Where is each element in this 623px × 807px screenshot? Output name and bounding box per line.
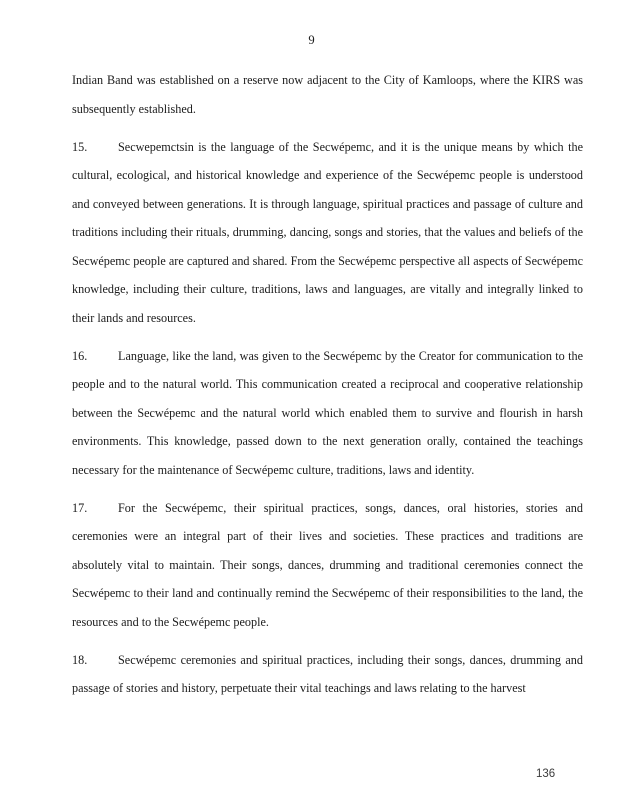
paragraph-number: 15. xyxy=(72,139,88,154)
paragraph-17 xyxy=(72,494,583,637)
paragraph-text: Secwepemctsin is the language of the Secwépemc, and it is the unique means by which the cultural, ecological, and historical knowledge and experience of the Secwépemc people is understood and conveyed between generations. It is through language, spiritual practices and passage of culture and traditions including their rituals, drumming, dancing, songs and stories, that the values and beliefs of the Secwépemc people are captured and shared. From the Secwépemc perspective all aspects of Secwépemc knowledge, including their culture, traditions, laws and languages, are vitally and integrally linked to their lands and resources. xyxy=(72,139,583,325)
paragraph-number: 18. xyxy=(72,652,88,667)
paragraph-continuation xyxy=(72,66,583,123)
paragraph-text: Indian Band was established on a reserve now adjacent to the City of Kamloops, where the KIRS was subsequently established. xyxy=(72,73,583,116)
paragraph-16 xyxy=(72,342,583,485)
paragraph-text: For the Secwépemc, their spiritual practices, songs, dances, oral histories, stories and ceremonies were an integral part of their lives and societies. These practices and traditions are absolutely vital to maintain. Their songs, dances, drumming and traditional ceremonies connect the Secwépemc to their land and continually remind the Secwépemc of their responsibilities to the land, the resources and to the Secwépemc people. xyxy=(72,500,583,629)
page-number-bottom: 136 xyxy=(536,768,556,780)
page-number-top: 9 xyxy=(308,33,315,47)
paragraph-text: Language, like the land, was given to the Secwépemc by the Creator for communication to the people and to the natural world. This communication created a reciprocal and cooperative relationship between the Secwépemc and the natural world which enabled them to survive and flourish in harsh environments. This knowledge, passed down to the next generation orally, contained the teachings necessary for the maintenance of Secwépemc culture, traditions, laws and identity. xyxy=(72,348,583,477)
paragraph-18 xyxy=(72,646,583,703)
document-body xyxy=(72,66,583,712)
paragraph-number: 17. xyxy=(72,500,88,515)
paragraph-number: 16. xyxy=(72,348,88,363)
paragraph-15 xyxy=(72,133,583,333)
paragraph-text: Secwépemc ceremonies and spiritual practices, including their songs, dances, drumming and passage of stories and history, perpetuate their vital teachings and laws relating to the harvest xyxy=(72,652,583,695)
